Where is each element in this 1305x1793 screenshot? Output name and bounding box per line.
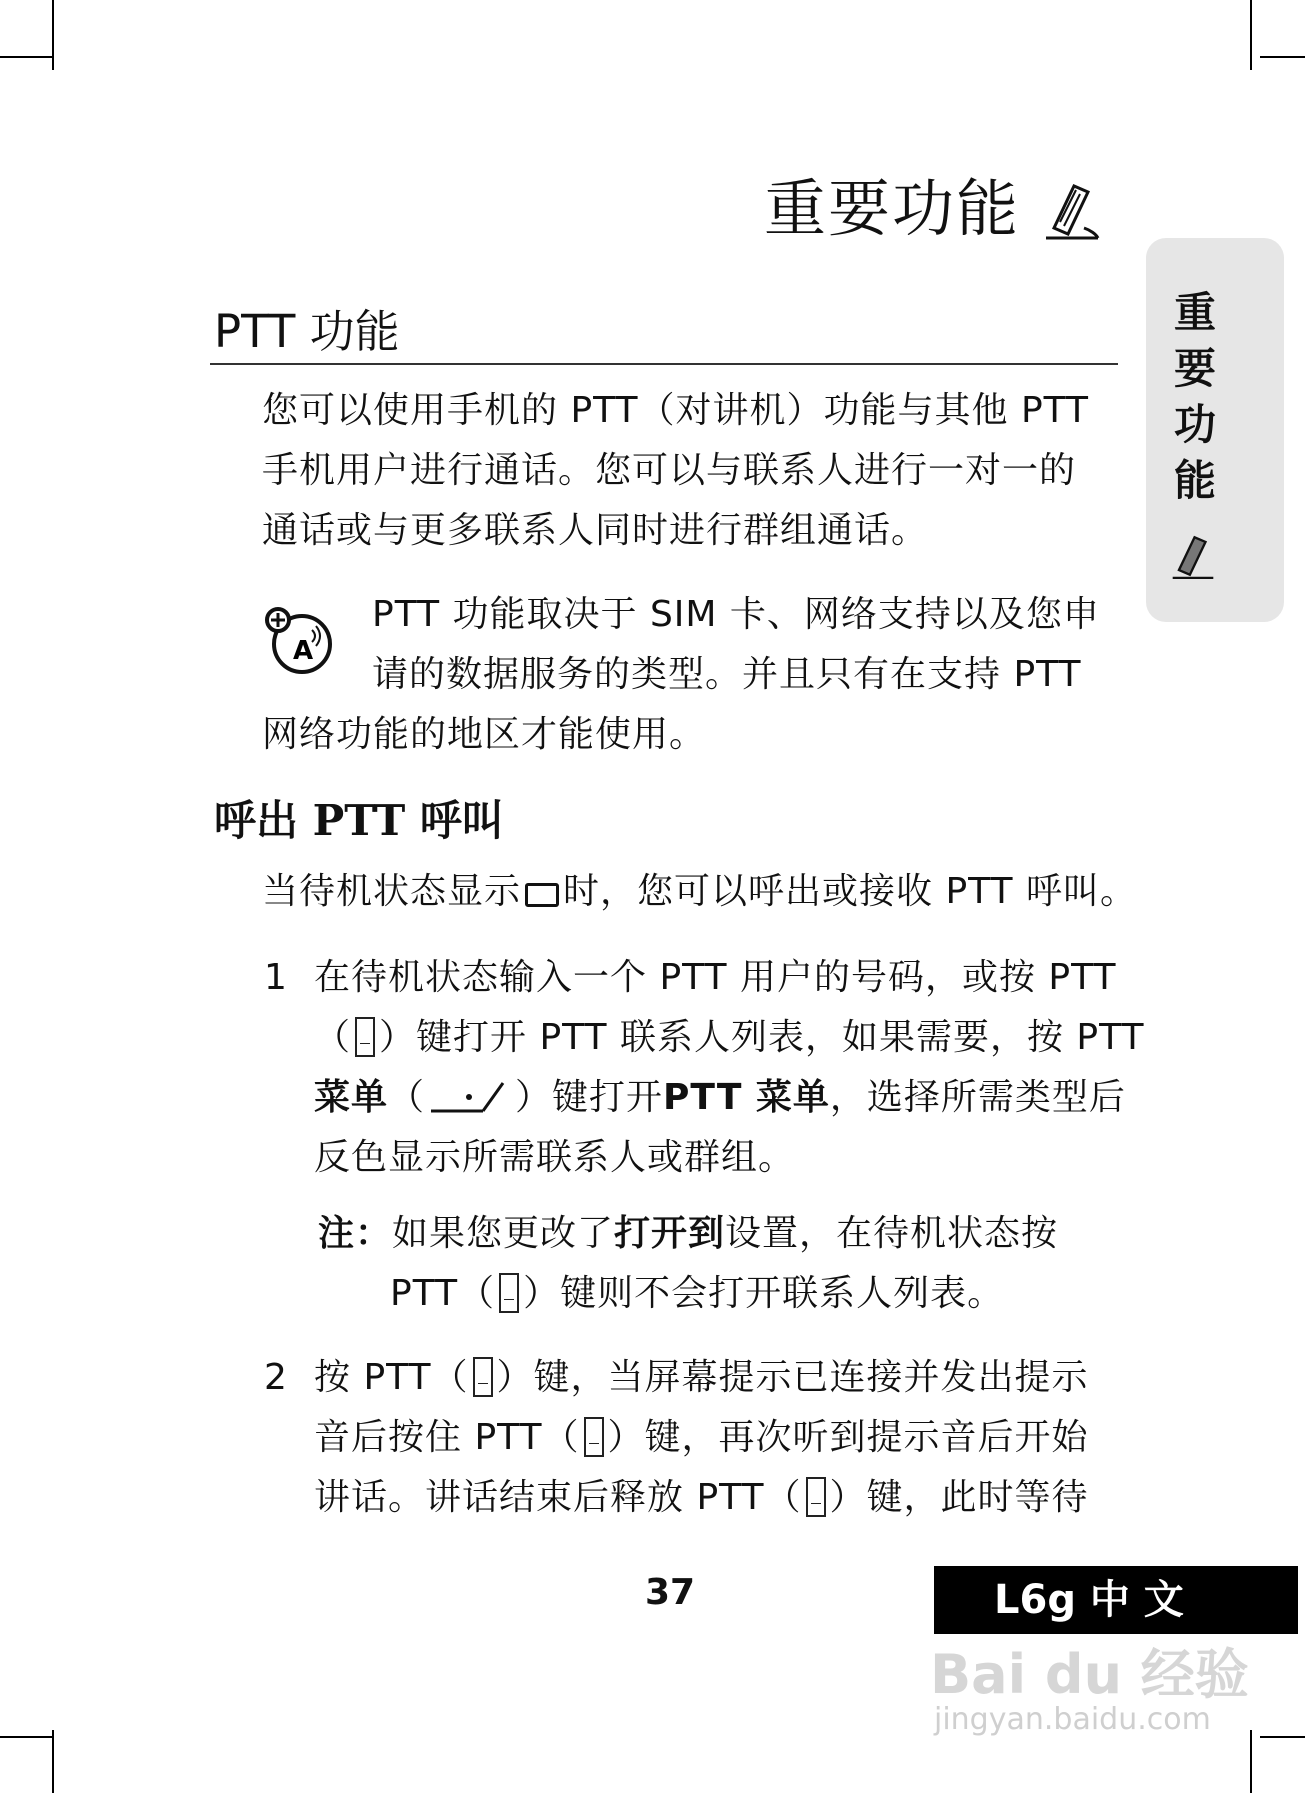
ptt-standby-icon — [525, 883, 559, 907]
notice-paragraph — [372, 585, 1100, 705]
notice-paragraph-end — [262, 705, 706, 765]
network-notice-icon — [262, 602, 338, 678]
side-tab-phone-icon — [1168, 530, 1218, 582]
page-number: 37 — [644, 1572, 696, 1613]
text-line: 手机用户进行通话。您可以与联系人进行一对一的 — [262, 450, 1077, 491]
page-title: 重要功能 — [763, 172, 1020, 245]
subsection-title: 呼出 PTT 呼叫 — [214, 796, 504, 845]
crop-mark — [1250, 1730, 1252, 1793]
divider — [210, 363, 1118, 365]
intro-paragraph — [262, 381, 1089, 561]
text-line: 您可以使用手机的 PTT（对讲机）功能与其他 PTT — [262, 390, 1090, 431]
ptt-key-icon — [806, 1477, 826, 1517]
text-line: 网络功能的地区才能使用。 — [262, 714, 707, 755]
crop-mark — [0, 56, 52, 58]
crop-mark — [0, 1736, 52, 1738]
step-number: 1 — [264, 957, 287, 998]
ptt-key-icon — [473, 1357, 493, 1397]
crop-mark — [52, 0, 54, 70]
text-line: PTT 功能取决于 SIM 卡、网络支持以及您申 — [372, 594, 1100, 635]
menu-key-icon — [425, 1079, 515, 1119]
step-1: 在待机状态输入一个 PTT 用户的号码，或按 PTT （ ）键打开 PTT 联系人列表，如果需要，按 PTT 菜单（ ）键打开PTT 菜单，选择所需类型后 反色显示所需联系人或群组。 — [314, 957, 1145, 1178]
note-label: 注： — [318, 1213, 393, 1254]
watermark-url: jingyan.baidu.com — [934, 1702, 1211, 1737]
model-label: L6g 中 文 — [934, 1566, 1298, 1634]
ptt-key-icon — [499, 1273, 519, 1313]
crop-mark — [1260, 56, 1305, 58]
step-2: 按 PTT（ ）键，当屏幕提示已连接并发出提示 音后按住 PTT（ ）键，再次听到提示音后开始 讲话。讲话结束后释放 PTT（ ）键，此时等待 — [314, 1357, 1089, 1518]
text-line: 通话或与更多联系人同时进行群组通话。 — [262, 510, 929, 551]
phone-ptt-icon — [1040, 178, 1104, 242]
crop-mark — [1250, 0, 1252, 70]
standby-paragraph: 当待机状态显示… 时，您可以呼出或接收 PTT 呼叫。 — [262, 862, 1137, 922]
text-line: 请的数据服务的类型。并且只有在支持 PTT — [372, 654, 1082, 695]
ptt-key-icon — [584, 1417, 604, 1457]
step-number: 2 — [264, 1357, 287, 1398]
section-title: PTT 功能 — [214, 305, 400, 358]
watermark: Bai du 经验 — [930, 1643, 1249, 1706]
svg-text:A: A — [293, 636, 314, 666]
crop-mark — [52, 1730, 54, 1793]
note: 注：如果您更改了打开到设置，在待机状态按 PTT（ ）键则不会打开联系人列表。 — [318, 1213, 1059, 1314]
side-tab-label: 重 要 功 能 — [1173, 288, 1216, 505]
crop-mark — [1260, 1736, 1305, 1738]
ptt-key-icon — [355, 1017, 375, 1057]
